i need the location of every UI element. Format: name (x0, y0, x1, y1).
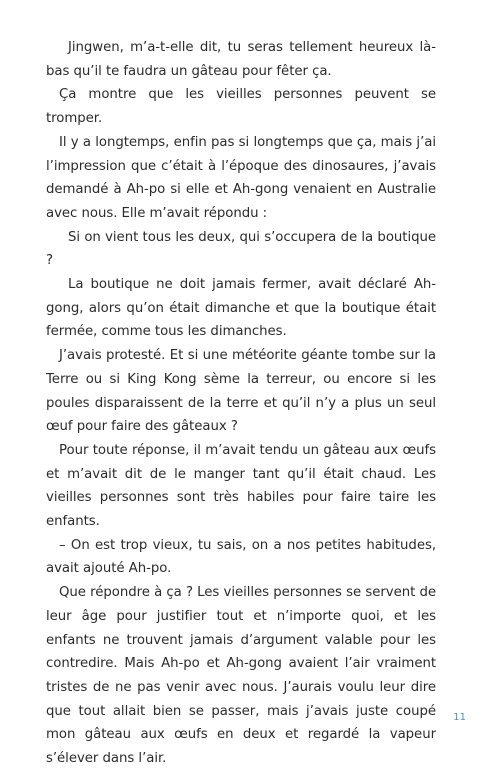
body-text (46, 36, 436, 771)
page-number: 11 (453, 712, 466, 723)
paragraph-3: Il y a longtemps, enfin pas si longtemps que ça, mais j’ai l’impression que c’était à l’époque des dinosaures, j’avais demandé à Ah-po si elle et Ah-gong venaient en Australie avec nous. Elle m’avait répondu : (46, 134, 436, 221)
paragraph-9: Que répondre à ça ? Les vieilles personnes se servent de leur âge pour justifier tout et n’importe quoi, et les enfants ne trouvent jamais d’argument valable pour les contredire. Mais Ah-po et Ah-gong avaient l’air vraiment tristes de ne pas venir avec nous. J’aurais voulu leur dire que tout allait bien se passer, mais j’avais juste coupé mon gâteau aux œufs en deux et regardé la vapeur s’élever dans l’air. (46, 585, 436, 767)
paragraph-7: Pour toute réponse, il m’avait tendu un gâteau aux œufs et m’avait dit de le manger tant qu’il était chaud. Les vieilles personnes sont très habiles pour faire taire les enfants. (46, 442, 436, 530)
paragraph-2: Ça montre que les vieilles personnes peuvent se tromper. (46, 87, 436, 127)
paragraph-4: Si on vient tous les deux, qui s’occupera de la boutique ? (46, 229, 436, 269)
paragraph-1: Jingwen, m’a-t-elle dit, tu seras tellement heureux là-bas qu’il te faudra un gâteau pour fêter ça. (46, 40, 436, 79)
paragraph-5: La boutique ne doit jamais fermer, avait déclaré Ah-gong, alors qu’on était dimanche et que la boutique était fermée, comme tous les dimanches. (46, 277, 436, 340)
paragraph-8: – On est trop vieux, tu sais, on a nos petites habitudes, avait ajouté Ah-po. (46, 537, 436, 577)
paragraph-6: J’avais protesté. Et si une météorite géante tombe sur la Terre ou si King Kong sème la terreur, ou encore si les poules disparaissent de la terre et qu’il n’y a plus un seul œuf pour faire des gâteaux ? (46, 348, 436, 435)
